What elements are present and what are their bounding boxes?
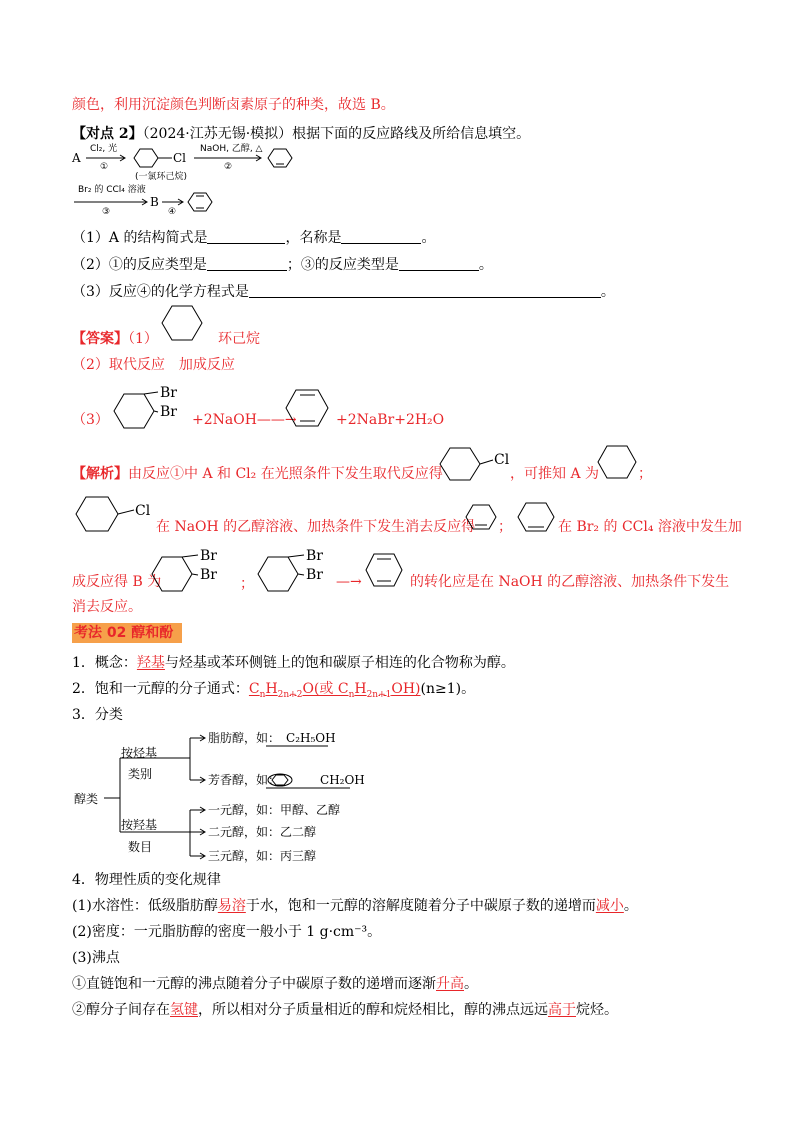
analysis-line-2c: 在 Br₂ 的 CCl₄ 溶液中发生加: [558, 519, 742, 535]
analysis-line-2a: 在 NaOH 的乙醇溶液、加热条件下发生消去反应得: [156, 519, 476, 535]
scheme-step4: ④: [168, 207, 177, 217]
chlorocyclohexane-structure-2: [72, 492, 162, 536]
tree-aromatic: 芳香醇，如： CH₂OH: [208, 773, 365, 787]
scheme-B: B: [150, 195, 159, 209]
solubility-line: (1)水溶性：低级脂肪醇易溶于水，饱和一元醇的溶解度随着分子中碳原子数的递增而减小。: [72, 898, 638, 914]
general-formula: $C_nH_{2n+2}O$(或 $C_nH_{2n+1}OH$): [248, 681, 421, 700]
formula-line: 2．饱和一元醇的分子通式：$C_nH_{2n+2}O$(或 $C_nH_{2n+1}OH)(n\ge 1)$。: [72, 681, 476, 700]
analysis-deduce: ，可推知 A 为: [510, 466, 600, 482]
br-label-2: Br: [160, 404, 177, 420]
blank-1b[interactable]: [341, 229, 421, 244]
dibromocyclohexane-structure-3: [256, 548, 342, 598]
tree-by-hydrocarbon-2: 类别: [128, 767, 153, 781]
question-3: （3）反应④的化学方程式是 。: [72, 284, 615, 300]
answer-line-1: 【答案】（1）: [72, 331, 158, 347]
dibromocyclohexane-structure-2: [150, 548, 236, 598]
answer-name: 环己烷: [218, 331, 260, 347]
boiling-title: (3)沸点: [72, 950, 120, 966]
blank-1a[interactable]: [207, 229, 285, 244]
analysis-semicolon-2: ；: [498, 519, 512, 535]
br-label-6: Br: [306, 567, 323, 583]
blank-2b[interactable]: [399, 256, 479, 271]
analysis-arrow: —→: [336, 574, 362, 590]
chlorocyclohexane-structure-1: [438, 444, 518, 484]
cyclohexadiene-structure-2: [364, 548, 406, 592]
keyword-higher: 高于: [548, 1002, 576, 1018]
scheme-step3: ③: [102, 207, 111, 217]
analysis-line-4: 消去反应。: [72, 599, 142, 615]
cl-label-2: Cl: [135, 503, 151, 519]
br-label-5: Br: [306, 548, 323, 564]
physical-title: 4．物理性质的变化规律: [72, 872, 221, 888]
cl-label-1: Cl: [494, 452, 510, 468]
answer-line-2: （2）取代反应 加成反应: [72, 357, 235, 373]
analysis-semicolon-3: ；: [240, 576, 254, 592]
tree-root: 醇类: [74, 792, 99, 806]
tree-by-hydroxyl-2: 数目: [128, 840, 153, 854]
chlorocyclohexane-ring: [134, 149, 158, 167]
keyword-hydroxyl: 羟基: [136, 655, 165, 671]
classify-line: 3．分类: [72, 707, 123, 723]
analysis-line-3c: 的转化应是在 NaOH 的乙醇溶液、加热条件下发生: [410, 574, 730, 590]
question-1: （1）A 的结构简式是 ，名称是 。: [72, 230, 436, 246]
section-header: 考法 02 醇和酚: [72, 623, 182, 643]
cyclohexene-structure-1: [464, 502, 498, 532]
answer-3-num: （3）: [72, 412, 109, 428]
boiling-line-2: ②醇分子间存在氢键，所以相对分子质量相近的醇和烷烃相比，醇的沸点远远高于烷烃。: [72, 1002, 618, 1018]
tree-aliphatic-example: C₂H₅OH: [286, 731, 336, 745]
keyword-hydrogen-bond: 氢键: [170, 1002, 198, 1018]
br-label-4: Br: [200, 567, 217, 583]
br-label-3: Br: [200, 548, 217, 564]
analysis-line-3a: 成反应得 B 为: [72, 574, 162, 590]
tree-aliphatic: 脂肪醇，如： C₂H₅OH: [208, 731, 336, 745]
cyclohexane-structure-2: [596, 442, 638, 482]
cyclohexene-structure-2: [516, 500, 556, 534]
equation-arrow: ——→: [256, 412, 297, 428]
cyclohexadiene-product: [282, 384, 334, 432]
exercise-tag: 【对点 2】: [72, 126, 143, 142]
cyclohexane-structure: [158, 302, 208, 346]
scheme-cl: Cl: [173, 151, 187, 165]
tree-tri: 三元醇，如：丙三醇: [208, 849, 317, 863]
dibromocyclohexane-structure: [110, 382, 190, 438]
tree-by-hydroxyl-1: 按羟基: [121, 818, 158, 832]
tree-mono: 一元醇，如：甲醇、乙醇: [208, 803, 341, 817]
equation-naoh: +2NaOH——→: [192, 412, 297, 428]
tree-by-hydrocarbon-1: 按烃基: [121, 746, 158, 760]
scheme-step1: ①: [100, 162, 109, 172]
scheme-reagent2: NaOH, 乙醇, △: [200, 144, 263, 154]
keyword-rise: 升高: [436, 976, 464, 992]
tree-di: 二元醇，如：乙二醇: [208, 825, 317, 839]
scheme-reagent1: Cl₂, 光: [90, 144, 118, 154]
blank-3[interactable]: [249, 283, 601, 298]
blank-2a[interactable]: [207, 256, 287, 271]
scheme-reagent3: Br₂ 的 CCl₄ 溶液: [78, 185, 146, 195]
reaction-scheme: [72, 142, 332, 222]
exercise-source: （2024·江苏无锡·模拟）根据下面的反应路线及所给信息填空。: [142, 126, 531, 142]
tree-aromatic-example: CH₂OH: [320, 773, 365, 787]
keyword-soluble: 易溶: [217, 898, 246, 914]
analysis-semicolon-1: ；: [638, 466, 652, 482]
br-label-1: Br: [160, 385, 177, 401]
top-line: 颜色，利用沉淀颜色判断卤素原子的种类，故选 B。: [72, 97, 395, 113]
boiling-line-1: ①直链饱和一元醇的沸点随着分子中碳原子数的递增而逐渐升高。: [72, 976, 478, 992]
question-2: （2）①的反应类型是 ；③的反应类型是 。: [72, 257, 493, 273]
scheme-step2: ②: [224, 162, 233, 172]
scheme-A: A: [72, 151, 81, 165]
analysis-line-1: 【解析】由反应①中 A 和 Cl₂ 在光照条件下发生取代反应得: [72, 466, 443, 482]
concept-line: 1．概念：羟基与烃基或苯环侧链上的饱和碳原子相连的化合物称为醇。: [72, 655, 515, 671]
classification-tree: [70, 730, 370, 865]
equation-end: +2NaBr+2H₂O: [336, 412, 445, 428]
density-line: (2)密度：一元脂肪醇的密度一般小于 1 g·cm⁻³。: [72, 924, 382, 940]
scheme-name-cl: (一氯环己烷): [135, 172, 188, 182]
keyword-decrease: 减小: [595, 898, 624, 914]
exercise-header: [72, 124, 530, 144]
